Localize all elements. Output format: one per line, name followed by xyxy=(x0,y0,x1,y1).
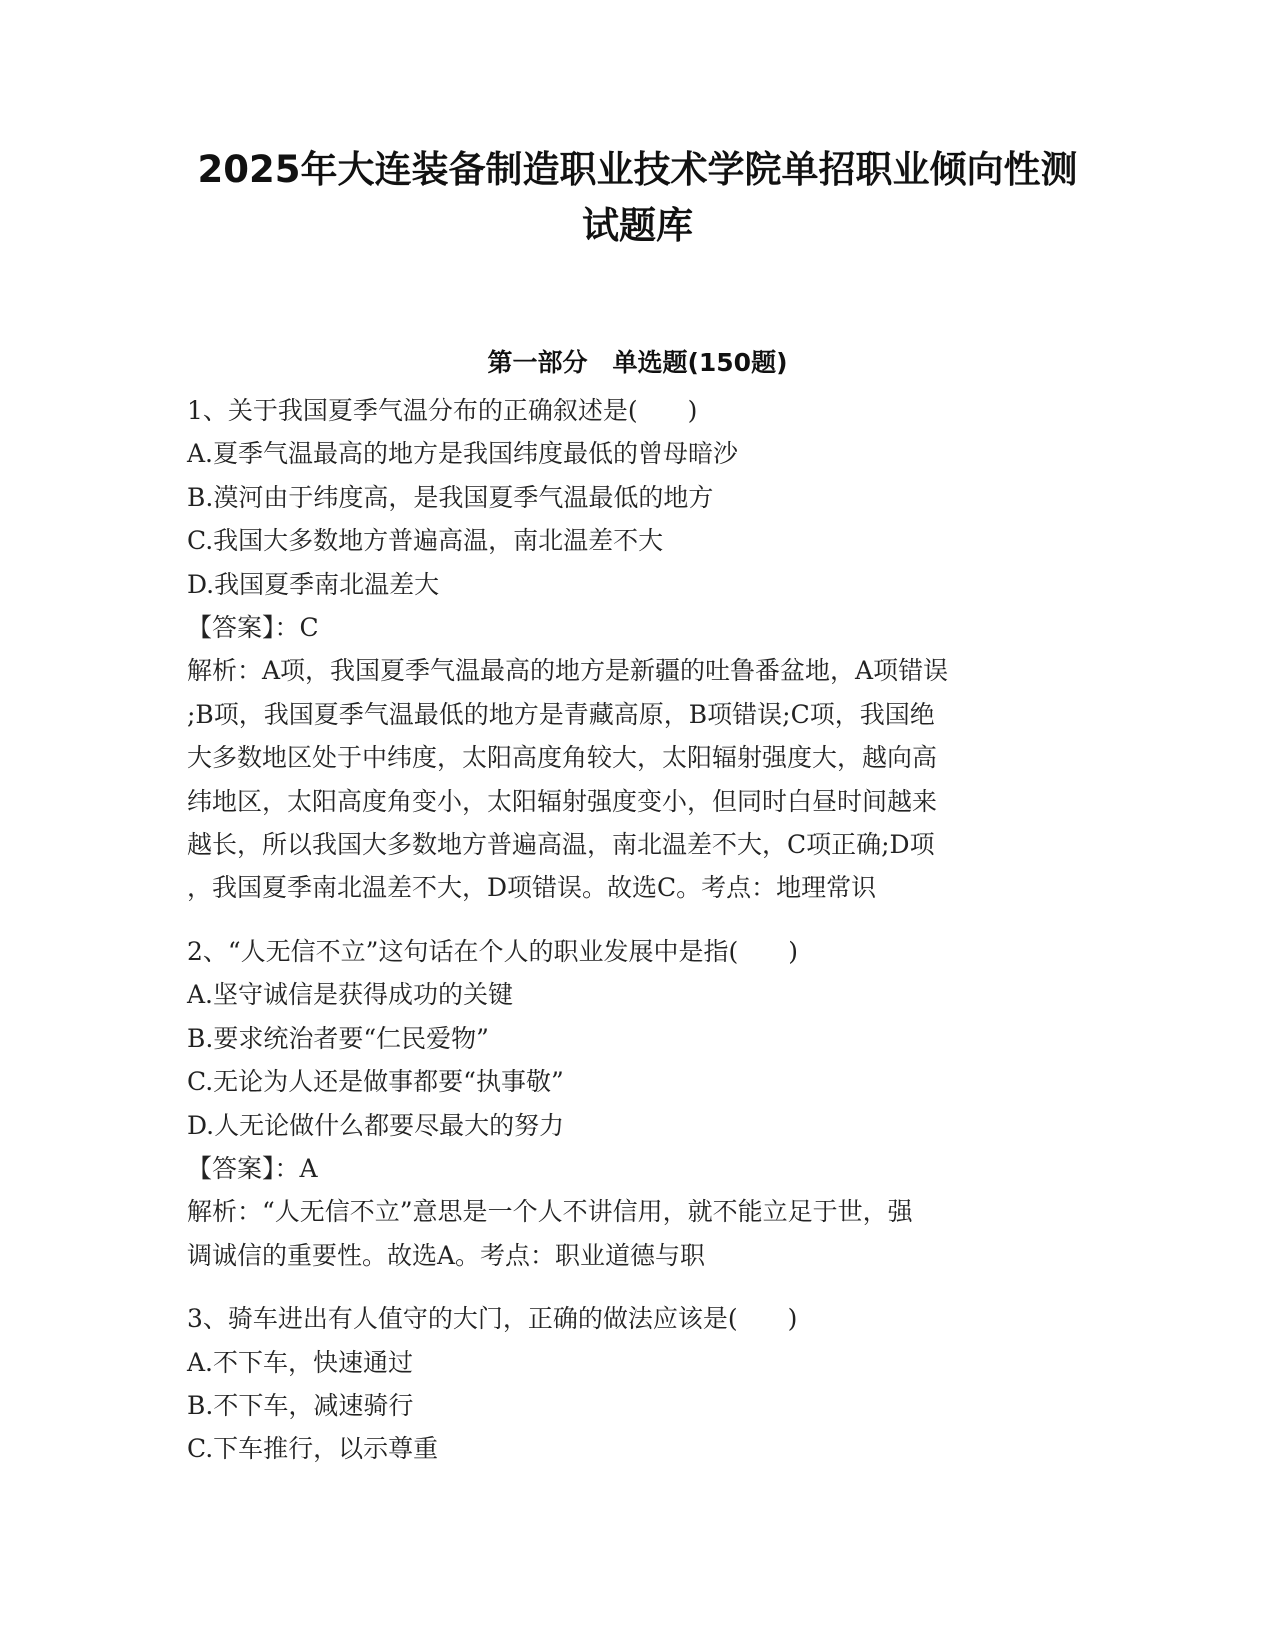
answer-label: 【答案】：A xyxy=(187,1153,318,1183)
document-title-line-2: 试题库 xyxy=(582,204,693,247)
option-a: A.坚守诚信是获得成功的关键 xyxy=(187,980,514,1010)
option-a: A.不下车，快速通过 xyxy=(187,1347,414,1377)
question-list xyxy=(187,389,1087,1491)
analysis-line: ，我国夏季南北温差不大，D项错误。故选C。考点：地理常识 xyxy=(187,873,877,903)
option-c: C.我国大多数地方普遍高温，南北温差不大 xyxy=(187,526,664,556)
question-2 xyxy=(187,930,1087,1277)
section-title: 第一部分 单选题(150题) xyxy=(487,348,788,377)
answer-label: 【答案】：C xyxy=(187,613,319,643)
option-b: B.漠河由于纬度高，是我国夏季气温最低的地方 xyxy=(187,482,714,512)
option-d: D.人无论做什么都要尽最大的努力 xyxy=(187,1110,565,1140)
option-b: B.要求统治者要“仁民爱物” xyxy=(187,1023,489,1053)
analysis-line: 解析：A项，我国夏季气温最高的地方是新疆的吐鲁番盆地，A项错误 xyxy=(187,656,949,686)
question-stem: 3、骑车进出有人值守的大门，正确的做法应该是( ) xyxy=(187,1304,798,1334)
question-stem: 1、关于我国夏季气温分布的正确叙述是( ) xyxy=(187,396,698,425)
analysis-line: 越长，所以我国大多数地方普遍高温，南北温差不大，C项正确;D项 xyxy=(187,830,935,860)
question-1 xyxy=(187,389,1087,910)
analysis-line: 解析：“人无信不立”意思是一个人不讲信用，就不能立足于世，强 xyxy=(187,1197,913,1227)
option-c: C.下车推行，以示尊重 xyxy=(187,1434,439,1464)
question-stem: 2、“人无信不立”这句话在个人的职业发展中是指( ) xyxy=(187,936,798,966)
analysis-line: 大多数地区处于中纬度，太阳高度角较大，太阳辐射强度大，越向高 xyxy=(187,743,938,773)
option-b: B.不下车，减速骑行 xyxy=(187,1390,414,1420)
analysis-line: 调诚信的重要性。故选A。考点：职业道德与职 xyxy=(187,1240,706,1270)
option-d: D.我国夏季南北温差大 xyxy=(187,569,440,599)
analysis-line: 纬地区，太阳高度角变小，太阳辐射强度变小，但同时白昼时间越来 xyxy=(187,786,938,816)
option-c: C.无论为人还是做事都要“执事敬” xyxy=(187,1067,564,1097)
question-3 xyxy=(187,1297,1087,1471)
option-a: A.夏季气温最高的地方是我国纬度最低的曾母暗沙 xyxy=(187,439,739,469)
document-title xyxy=(150,142,1125,254)
document-title-line-1: 2025年大连装备制造职业技术学院单招职业倾向性测 xyxy=(197,148,1078,191)
analysis-line: ;B项，我国夏季气温最低的地方是青藏高原，B项错误;C项，我国绝 xyxy=(187,699,935,729)
